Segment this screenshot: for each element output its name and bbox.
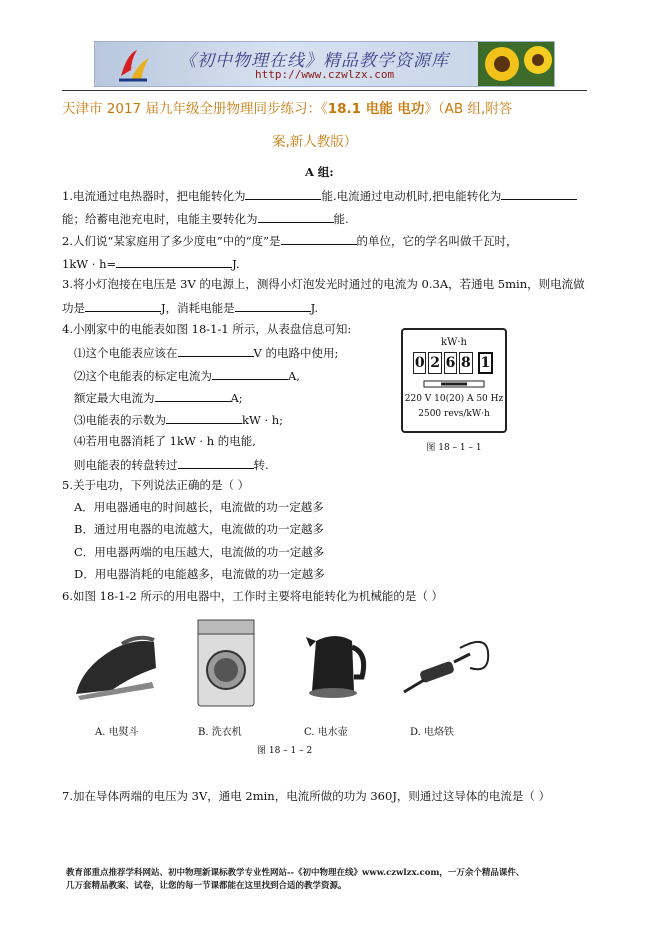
question-3-line1: 3.将小灯泡接在电压是 3V 的电源上，测得小灯泡发光时通过的电流为 0.3A，若通电 5min，则电流做 [62,277,585,291]
meter-digit: 2 [428,352,441,374]
question-6-stem: 6.如图 18-1-2 所示的用电器中，工作时主要将电能转化为机械能的是（ ） [62,589,443,603]
question-4-sub2b: 额定最大电流为 A; [74,391,243,405]
figure-caption-18-1-2: 图 18 – 1 – 2 [257,746,313,756]
soldering-iron-image [400,632,494,698]
meter-digit: 8 [459,352,472,374]
footer-line2: 几万套精品教案、试卷，让您的每一节课都能在这里找到合适的教学资源。 [66,881,347,891]
question-1-line2: 能；给蓄电池充电时，电能主要转化为 能. [62,212,349,226]
banner-url: http://www.czwlzx.com [255,68,395,81]
washing-machine-image [196,618,256,708]
doc-title-line1 [62,97,512,117]
meter-digit: 0 [413,352,426,374]
question-1-line1: 1.电流通过电热器时，把电能转化为 能.电流通过电动机时,把电能转化为 [62,187,577,203]
meter-spec: 220 V 10(20) A 50 Hz [404,394,504,404]
question-4-sub3: ⑶电能表的示数为 kW · h; [74,413,284,427]
appliance-label-a: A. 电熨斗 [95,727,139,738]
question-5-option-a: A．用电器通电的时间越长，电流做的功一定越多 [74,500,324,514]
electric-iron-image [72,628,160,702]
question-4-sub2: ⑵这个电能表的标定电流为 A, [74,369,300,383]
section-heading: A 组: [305,165,334,179]
meter-digits [413,352,493,374]
electric-meter-figure [401,328,507,433]
question-2-line1: 2.人们说“某家庭用了多少度电”中的“度”是 的单位，它的学名叫做千瓦时， [62,234,518,248]
meter-digit: 6 [444,352,457,374]
header-rule [62,90,587,91]
meter-revs: 2500 revs/kW·h [418,409,490,419]
appliance-label-d: D. 电烙铁 [410,727,455,738]
meter-unit: kW·h [441,337,467,348]
question-5-stem: 5.关于电功，下列说法正确的是（ ） [62,478,250,492]
question-2-line2: 1kW · h= J. [62,257,240,271]
question-7-stem: 7.加在导体两端的电压为 3V，通电 2min，电流所做的功为 360J，则通过这导体的电流是（ ） [62,789,551,803]
header-banner [94,41,555,87]
title-part-c: 》（AB 组,附答 [424,101,513,117]
question-4-sub4: ⑷若用电器消耗了 1kW · h 的电能, [74,434,256,448]
footer-line1: 教育部重点推荐学科网站、初中物理新课标教学专业性网站--《初中物理在线》www.czwlzx.com，一万余个精品课件、 [66,868,525,878]
question-5-option-d: D．用电器消耗的电能越多，电流做的功一定越多 [74,567,325,581]
meter-disc-icon [423,379,485,389]
question-4-intro: 4.小刚家中的电能表如图 18-1-1 所示，从表盘信息可知: [62,322,352,336]
question-5-option-b: B．通过用电器的电流越大，电流做的功一定越多 [74,522,324,536]
question-4-sub4b: 则电能表的转盘转过 转. [74,458,269,472]
site-logo-icon [117,46,151,82]
title-part-b: 18.1 电能 电功 [327,101,425,117]
question-3-line2: 功是 J，消耗电能是 J. [62,301,318,315]
meter-digit-decimal: 1 [478,352,493,374]
banner-title: 《初中物理在线》精品教学资源库 [179,51,449,71]
question-4-sub1: ⑴这个电能表应该在 V 的电路中使用; [74,346,339,360]
appliance-label-c: C. 电水壶 [304,727,348,738]
doc-title-line2: 案,新人教版） [272,134,358,150]
appliance-label-b: B. 洗衣机 [198,727,242,738]
title-part-a: 天津市 2017 届九年级全册物理同步练习：《 [62,101,328,117]
electric-kettle-image [302,627,370,701]
figure-caption-18-1-1: 图 18 – 1 – 1 [426,443,482,453]
sunflower-image [478,42,554,86]
question-5-option-c: C．用电器两端的电压越大，电流做的功一定越多 [74,545,325,559]
